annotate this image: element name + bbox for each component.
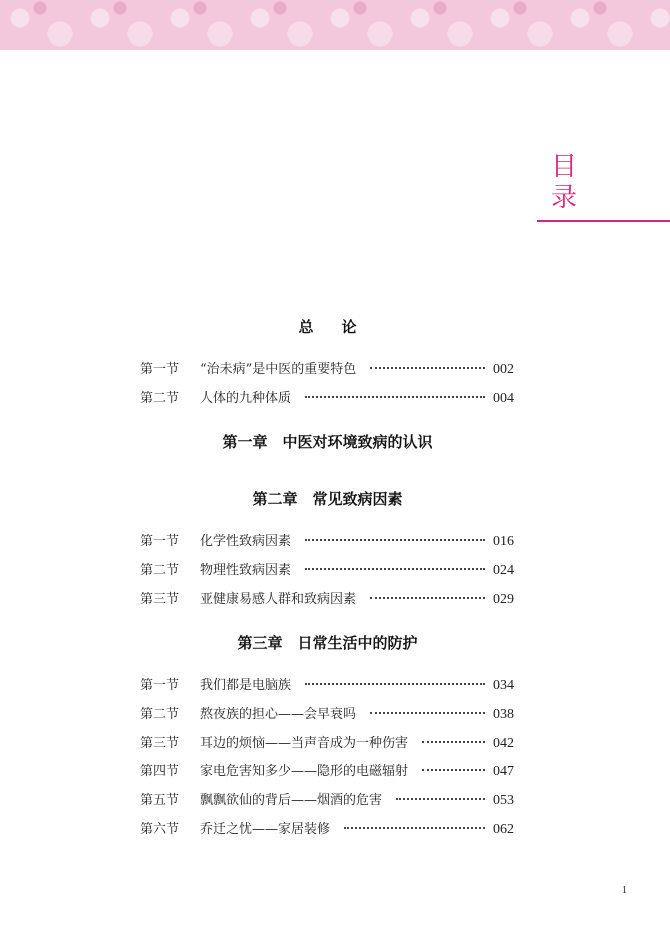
entry-page: 053 (493, 793, 514, 808)
entry-title: 物理性致病因素 (200, 563, 292, 578)
entry-title: 飘飘欲仙的背后——烟酒的危害 (200, 793, 383, 808)
entry-number: 第三节 (140, 736, 180, 751)
toc-entry[interactable] (140, 674, 514, 694)
entry-page: 062 (493, 822, 514, 837)
entry-title: 家电危害知多少——隐形的电磁辐射 (200, 764, 409, 779)
entry-number: 第一节 (140, 534, 180, 549)
entry-number: 第三节 (140, 592, 180, 607)
toc-entry[interactable] (140, 732, 514, 752)
leader-dots (305, 567, 485, 570)
leader-dots (422, 768, 485, 771)
toc-heading-char: 录 (550, 183, 577, 213)
entry-page: 016 (493, 534, 514, 549)
leader-dots (396, 797, 485, 800)
entry-page: 004 (493, 391, 514, 406)
intro-title: 总论 (298, 318, 385, 336)
entry-title: 熬夜族的担心——会早衰吗 (200, 707, 357, 722)
entry-title: “治未病”是中医的重要特色 (200, 362, 357, 377)
entry-page: 029 (493, 592, 514, 607)
chapter-title[interactable]: 第三章 日常生活中的防护 (237, 634, 418, 652)
leader-dots (370, 596, 485, 599)
entry-page: 047 (493, 764, 514, 779)
toc-heading (549, 152, 579, 214)
entry-number: 第五节 (140, 793, 180, 808)
entry-title: 亚健康易感人群和致病因素 (200, 592, 357, 607)
toc-entry[interactable] (140, 358, 514, 378)
entry-number: 第四节 (140, 764, 180, 779)
toc-entry[interactable] (140, 387, 514, 407)
entry-page: 042 (493, 736, 514, 751)
chapter-title[interactable]: 第二章 常见致病因素 (252, 490, 403, 508)
entry-title: 人体的九种体质 (200, 391, 292, 406)
entry-page: 038 (493, 707, 514, 722)
entry-page: 002 (493, 362, 514, 377)
leader-dots (370, 366, 485, 369)
leader-dots (370, 711, 485, 714)
entry-title: 我们都是电脑族 (200, 678, 292, 693)
leader-dots (422, 740, 485, 743)
toc-heading-char: 目 (550, 152, 577, 182)
entry-page: 024 (493, 563, 514, 578)
entry-number: 第二节 (140, 391, 180, 406)
leader-dots (305, 538, 485, 541)
toc-entry[interactable] (140, 760, 514, 780)
leader-dots (305, 395, 485, 398)
entry-number: 第六节 (140, 822, 180, 837)
chapter-title[interactable]: 第一章 中医对环境致病的认识 (222, 433, 433, 451)
entry-title: 化学性致病因素 (200, 534, 292, 549)
toc-entry[interactable] (140, 818, 514, 838)
toc-entry[interactable] (140, 559, 514, 579)
toc-entry[interactable] (140, 530, 514, 550)
entry-number: 第一节 (140, 362, 180, 377)
toc-entry[interactable] (140, 703, 514, 723)
toc-entry[interactable] (140, 789, 514, 809)
decorative-floral-banner (0, 0, 670, 50)
entry-page: 034 (493, 678, 514, 693)
leader-dots (344, 826, 485, 829)
entry-title: 乔迁之忧——家居装修 (200, 822, 331, 837)
heading-divider (537, 220, 670, 222)
entry-number: 第二节 (140, 563, 180, 578)
entry-number: 第二节 (140, 707, 180, 722)
entry-number: 第一节 (140, 678, 180, 693)
page-number: 1 (622, 885, 627, 896)
entry-title: 耳边的烦恼——当声音成为一种伤害 (200, 736, 409, 751)
leader-dots (305, 682, 485, 685)
toc-entry[interactable] (140, 588, 514, 608)
